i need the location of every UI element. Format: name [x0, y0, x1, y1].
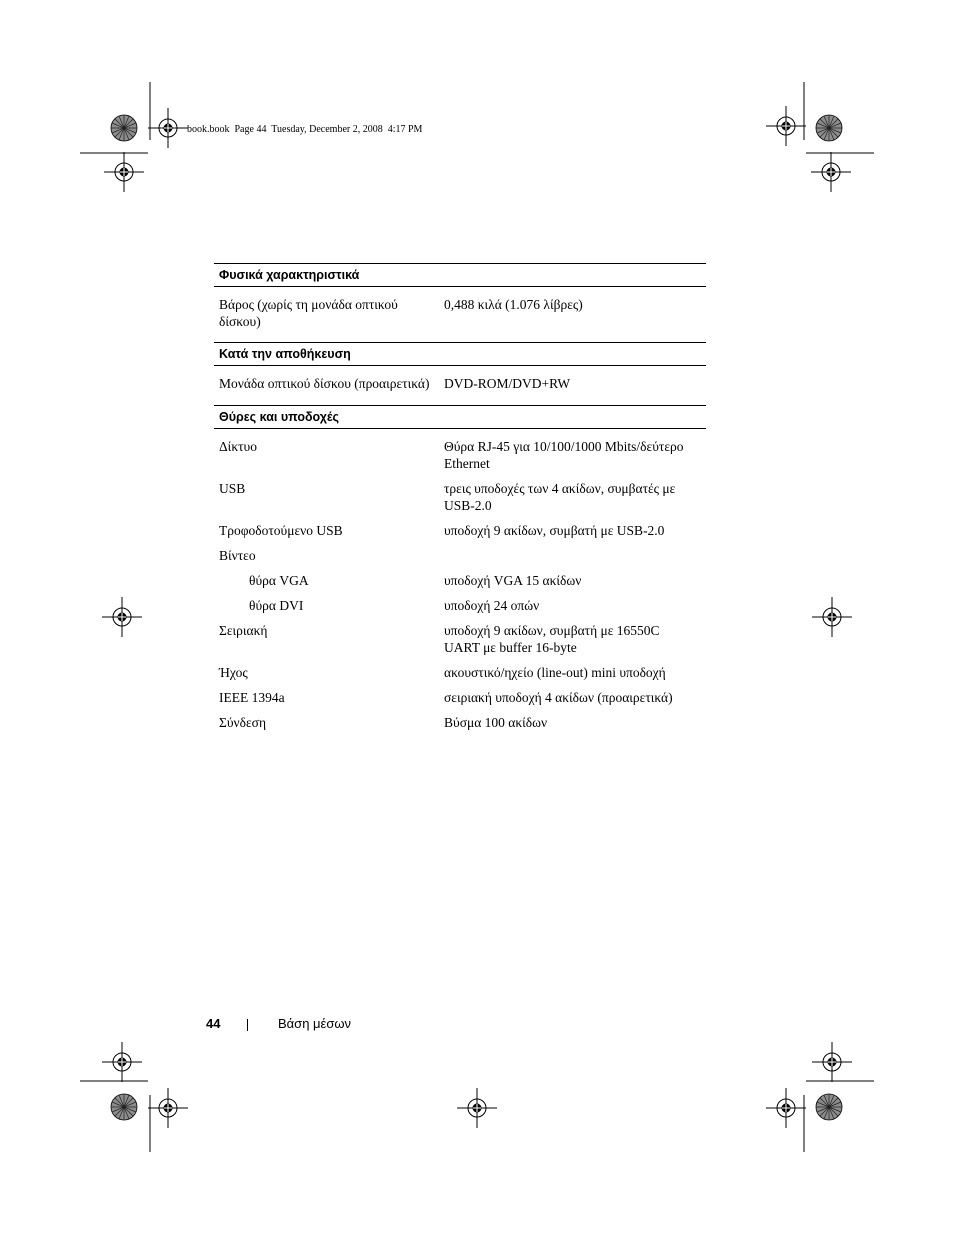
spec-label [219, 547, 439, 564]
spec-label-line: Δίκτυο [219, 439, 257, 454]
spec-label [219, 689, 439, 706]
footer-title: Βάση μέσων [278, 1016, 352, 1031]
spec-label-line: Τροφοδοτούμενο USB [219, 523, 343, 538]
spec-label-line: IEEE 1394a [219, 690, 285, 705]
spec-value [444, 597, 706, 614]
footer-separator [247, 1019, 248, 1031]
spec-label [249, 597, 469, 614]
spec-value-line: τρεις υποδοχές των 4 ακίδων, συμβατές με [444, 481, 676, 496]
spec-label [249, 572, 469, 589]
spec-label [219, 375, 439, 392]
spec-label-line: Σύνδεση [219, 715, 267, 730]
spec-label [219, 522, 439, 539]
section-title: Κατά την αποθήκευση [219, 347, 351, 361]
spec-value [444, 522, 706, 539]
spec-label-line: θύρα VGA [249, 573, 309, 588]
spec-value [444, 622, 706, 656]
page-number: 44 [206, 1016, 221, 1031]
spec-table [214, 0, 706, 1235]
spec-value [444, 572, 706, 589]
spec-label-line: θύρα DVI [249, 598, 304, 613]
print-slug-header: book.book Page 44 Tuesday, December 2, 2008 4:17 PM [187, 124, 423, 135]
spec-value [444, 689, 706, 706]
spec-label [219, 438, 439, 455]
spec-value [444, 480, 706, 514]
spec-label [219, 664, 439, 681]
spec-value-line: υποδοχή 24 οπών [444, 598, 540, 613]
spec-value [444, 714, 706, 731]
spec-value [444, 664, 706, 681]
section-header [214, 405, 706, 429]
spec-value-line: 0,488 κιλά (1.076 λίβρες) [444, 297, 583, 312]
spec-label-line: Μονάδα οπτικού δίσκου (προαιρετικά) [219, 376, 430, 391]
spec-value-line: UART με buffer 16-byte [444, 640, 577, 655]
spec-value-line: υποδοχή 9 ακίδων, συμβατή με USB-2.0 [444, 523, 665, 538]
spec-value-line: USB-2.0 [444, 498, 492, 513]
spec-value-line: υποδοχή 9 ακίδων, συμβατή με 16550C [444, 623, 660, 638]
spec-label-line: Σειριακή [219, 623, 268, 638]
spec-label-line: Βίντεο [219, 548, 256, 563]
spec-label-line: Ήχος [219, 665, 248, 680]
spec-label [219, 480, 439, 497]
section-title: Φυσικά χαρακτηριστικά [219, 268, 360, 282]
spec-value-line: σειριακή υποδοχή 4 ακίδων (προαιρετικά) [444, 690, 673, 705]
spec-label-line: Βάρος (χωρίς τη μονάδα οπτικού [219, 297, 398, 312]
spec-value-line: Ethernet [444, 456, 490, 471]
spec-label [219, 714, 439, 731]
spec-value [444, 296, 706, 313]
spec-value-line: DVD-ROM/DVD+RW [444, 376, 571, 391]
spec-value [444, 438, 706, 472]
section-title: Θύρες και υποδοχές [219, 410, 340, 424]
spec-value-line: υποδοχή VGA 15 ακίδων [444, 573, 582, 588]
spec-value [444, 375, 706, 392]
spec-label [219, 622, 439, 639]
spec-value-line: Θύρα RJ-45 για 10/100/1000 Mbits/δεύτερο [444, 439, 684, 454]
spec-value-line: Βύσμα 100 ακίδων [444, 715, 548, 730]
spec-label [219, 296, 439, 330]
spec-label-line: USB [219, 481, 246, 496]
spec-value-line: ακουστικό/ηχείο (line-out) mini υποδοχή [444, 665, 666, 680]
section-header [214, 342, 706, 366]
section-header [214, 263, 706, 287]
spec-label-line: δίσκου) [219, 314, 261, 329]
